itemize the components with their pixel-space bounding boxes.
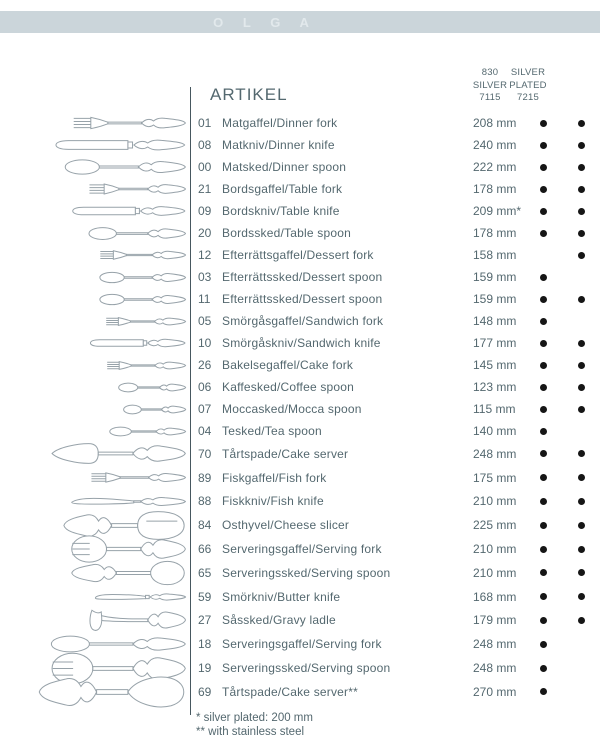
brand-bar xyxy=(0,11,600,33)
fork-icon xyxy=(72,115,186,131)
knife-icon xyxy=(89,337,186,349)
item-name: Kaffesked/Coffee spoon xyxy=(222,380,355,394)
serverL-icon xyxy=(37,670,186,714)
brand-title: O L G A xyxy=(213,14,317,30)
fork-icon xyxy=(99,249,186,261)
dot-silver-plated xyxy=(562,617,600,624)
item-size: 175 mm xyxy=(473,470,517,485)
item-size: 148 mm xyxy=(473,314,517,328)
item-size: 248 mm xyxy=(473,661,517,676)
dot-830-silver xyxy=(524,164,562,171)
fork-icon xyxy=(106,360,186,371)
availability-dot xyxy=(540,384,547,391)
availability-dot xyxy=(540,522,547,529)
table-row xyxy=(0,585,600,609)
item-code: 19 xyxy=(198,661,212,676)
dot-830-silver xyxy=(524,340,562,347)
cutlery-illustration xyxy=(0,182,190,196)
page-title: ARTIKEL xyxy=(210,85,288,104)
availability-dot xyxy=(540,340,547,347)
item-size: 225 mm xyxy=(473,518,517,533)
item-size: 209 mm* xyxy=(473,204,522,218)
table-row xyxy=(0,442,600,466)
item-size: 178 mm xyxy=(473,182,517,196)
item-code: 06 xyxy=(198,380,212,394)
dot-830-silver xyxy=(524,522,562,529)
availability-dot xyxy=(540,406,547,413)
item-size: 240 mm xyxy=(473,138,517,152)
cutlery-illustration xyxy=(0,158,190,176)
item-name: Fiskkniv/Fish knife xyxy=(222,494,324,509)
item-name: Serveringssked/Serving spoon xyxy=(222,565,391,580)
dot-830-silver xyxy=(524,406,562,413)
availability-dot xyxy=(540,569,547,576)
item-name: Smörgåskniv/Sandwich knife xyxy=(222,336,381,350)
col-header-line: 7115 xyxy=(479,92,501,103)
cutlery-illustration xyxy=(0,115,190,131)
item-size: 210 mm xyxy=(473,494,517,509)
item-name: Matgaffel/Dinner fork xyxy=(222,116,338,130)
dot-silver-plated xyxy=(562,120,600,127)
item-code: 88 xyxy=(198,494,212,509)
item-name: Serveringsgaffel/Serving fork xyxy=(222,542,382,557)
dot-830-silver xyxy=(524,593,562,600)
availability-dot xyxy=(540,593,547,600)
dot-830-silver xyxy=(524,665,562,672)
cutlery-illustration xyxy=(0,670,190,714)
item-code: 04 xyxy=(198,424,212,438)
availability-dot xyxy=(578,569,585,576)
availability-dot xyxy=(578,593,585,600)
spoon-icon xyxy=(99,293,186,306)
dot-silver-plated xyxy=(562,142,600,149)
item-size: 145 mm xyxy=(473,358,517,372)
availability-dot xyxy=(578,252,585,259)
item-name: Tårtspade/Cake server** xyxy=(222,684,358,699)
footnotes xyxy=(196,711,313,739)
availability-dot xyxy=(540,641,547,648)
dot-830-silver xyxy=(524,142,562,149)
dot-silver-plated xyxy=(562,252,600,259)
table-row xyxy=(0,178,600,200)
availability-dot xyxy=(578,208,585,215)
knife-icon xyxy=(71,204,186,218)
availability-dot xyxy=(578,474,585,481)
dot-silver-plated xyxy=(562,593,600,600)
cutlery-illustration xyxy=(0,204,190,218)
dot-silver-plated xyxy=(562,208,600,215)
table-row xyxy=(0,112,600,134)
item-code: 70 xyxy=(198,446,212,461)
fork-icon xyxy=(90,471,186,484)
table-row xyxy=(0,156,600,178)
table-row xyxy=(0,398,600,420)
dot-silver-plated xyxy=(562,450,600,457)
fork-icon xyxy=(105,316,186,327)
dot-830-silver xyxy=(524,230,562,237)
item-code: 08 xyxy=(198,138,212,152)
item-name: Smörkniv/Butter knife xyxy=(222,589,341,604)
item-code: 65 xyxy=(198,565,212,580)
cutlery-illustration xyxy=(0,360,190,371)
col-header-line: SILVER xyxy=(510,67,546,78)
availability-dot xyxy=(540,164,547,171)
dot-830-silver xyxy=(524,318,562,325)
item-name: Efterrättssked/Dessert spoon xyxy=(222,292,383,306)
item-code: 26 xyxy=(198,358,212,372)
item-size: 210 mm xyxy=(473,565,517,580)
item-code: 00 xyxy=(198,160,212,174)
item-name: Såssked/Gravy ladle xyxy=(222,613,336,628)
table-row xyxy=(0,609,600,633)
cutlery-illustration xyxy=(0,316,190,327)
item-size: 168 mm xyxy=(473,589,517,604)
fork-icon xyxy=(88,182,186,196)
availability-dot xyxy=(540,474,547,481)
col-header-line: PLATED xyxy=(509,79,547,91)
availability-dot xyxy=(540,362,547,369)
item-size: 179 mm xyxy=(473,613,517,628)
dot-silver-plated xyxy=(562,186,600,193)
availability-dot xyxy=(540,665,547,672)
dot-silver-plated xyxy=(562,164,600,171)
article-table xyxy=(0,112,600,704)
item-size: 270 mm xyxy=(473,684,517,699)
availability-dot xyxy=(540,230,547,237)
dot-silver-plated xyxy=(562,296,600,303)
cutlery-illustration xyxy=(0,404,190,415)
dot-830-silver xyxy=(524,296,562,303)
cutlery-illustration xyxy=(0,607,190,633)
table-row xyxy=(0,332,600,354)
item-code: 89 xyxy=(198,470,212,485)
spoon-icon xyxy=(88,226,186,241)
dot-silver-plated xyxy=(562,384,600,391)
dot-silver-plated xyxy=(562,474,600,481)
availability-dot xyxy=(578,362,585,369)
availability-dot xyxy=(540,120,547,127)
cutlery-illustration xyxy=(0,495,190,508)
dot-silver-plated xyxy=(562,546,600,553)
dot-830-silver xyxy=(524,569,562,576)
item-name: Serveringsgaffel/Serving fork xyxy=(222,637,382,652)
dot-silver-plated xyxy=(562,569,600,576)
item-code: 20 xyxy=(198,226,212,240)
availability-dot xyxy=(578,450,585,457)
item-name: Bakelsegaffel/Cake fork xyxy=(222,358,354,372)
item-name: Matkniv/Dinner knife xyxy=(222,138,335,152)
availability-dot xyxy=(540,186,547,193)
item-name: Matsked/Dinner spoon xyxy=(222,160,347,174)
item-name: Osthyvel/Cheese slicer xyxy=(222,518,350,533)
cutlery-illustration xyxy=(0,426,190,437)
footnote-silver-plated: * silver plated: 200 mm xyxy=(196,712,313,724)
availability-dot xyxy=(578,546,585,553)
spoon-icon xyxy=(118,382,186,393)
item-code: 27 xyxy=(198,613,212,628)
item-size: 210 mm xyxy=(473,542,517,557)
item-name: Bordsgaffel/Table fork xyxy=(222,182,343,196)
item-name: Efterrättsgaffel/Dessert fork xyxy=(222,248,374,262)
table-row xyxy=(0,134,600,156)
spoon-icon xyxy=(64,158,186,176)
dot-830-silver xyxy=(524,384,562,391)
availability-dot xyxy=(540,318,547,325)
table-row xyxy=(0,222,600,244)
item-size: 140 mm xyxy=(473,424,517,438)
col-header-line: 830 xyxy=(481,67,499,78)
availability-dot xyxy=(578,406,585,413)
dot-830-silver xyxy=(524,641,562,648)
availability-dot xyxy=(578,120,585,127)
availability-dot xyxy=(578,164,585,171)
item-size: 159 mm xyxy=(473,270,517,284)
spoonL-icon xyxy=(70,559,186,587)
item-name: Bordssked/Table spoon xyxy=(222,226,351,240)
cutlery-illustration xyxy=(0,293,190,306)
availability-dot xyxy=(578,340,585,347)
item-code: 59 xyxy=(198,589,212,604)
availability-dot xyxy=(578,522,585,529)
item-code: 18 xyxy=(198,637,212,652)
cutlery-illustration xyxy=(0,337,190,349)
dot-830-silver xyxy=(524,474,562,481)
item-code: 84 xyxy=(198,518,212,533)
table-row xyxy=(0,376,600,398)
availability-dot xyxy=(578,142,585,149)
item-name: Bordskniv/Table knife xyxy=(222,204,340,218)
table-row xyxy=(0,200,600,222)
cutlery-illustration xyxy=(0,471,190,484)
dot-830-silver xyxy=(524,208,562,215)
item-code: 21 xyxy=(198,182,212,196)
col-silver-plated-header xyxy=(509,67,547,105)
item-code: 03 xyxy=(198,270,212,284)
availability-dot xyxy=(540,142,547,149)
item-size: 123 mm xyxy=(473,380,517,394)
table-row xyxy=(0,680,600,704)
dot-silver-plated xyxy=(562,340,600,347)
cutlery-illustration xyxy=(0,559,190,587)
dot-silver-plated xyxy=(562,230,600,237)
availability-headers xyxy=(471,67,547,105)
dot-silver-plated xyxy=(562,362,600,369)
availability-dot xyxy=(578,186,585,193)
availability-dot xyxy=(540,498,547,505)
availability-dot xyxy=(540,546,547,553)
availability-dot xyxy=(540,208,547,215)
availability-dot xyxy=(540,296,547,303)
item-name: Tesked/Tea spoon xyxy=(222,424,322,438)
cutlery-illustration xyxy=(0,441,190,466)
col-header-line: SILVER xyxy=(472,79,508,91)
table-row xyxy=(0,354,600,376)
cutlery-illustration xyxy=(0,226,190,241)
availability-dot xyxy=(578,384,585,391)
col-830-silver-header xyxy=(471,67,509,105)
item-size: 158 mm xyxy=(473,248,517,262)
dot-830-silver xyxy=(524,428,562,435)
item-name: Efterrättssked/Dessert spoon xyxy=(222,270,383,284)
availability-dot xyxy=(578,617,585,624)
item-size: 248 mm xyxy=(473,637,517,652)
cutlery-illustration xyxy=(0,249,190,261)
item-name: Smörgåsgaffel/Sandwich fork xyxy=(222,314,384,328)
table-row xyxy=(0,288,600,310)
availability-dot xyxy=(578,230,585,237)
item-name: Moccasked/Mocca spoon xyxy=(222,402,362,416)
fishknife-icon xyxy=(70,495,186,508)
item-code: 01 xyxy=(198,116,212,130)
item-code: 10 xyxy=(198,336,212,350)
dot-830-silver xyxy=(524,498,562,505)
spoon-icon xyxy=(99,271,186,284)
server-icon xyxy=(50,441,186,466)
butterknife-icon xyxy=(94,592,186,602)
cutlery-illustration xyxy=(0,271,190,284)
item-code: 69 xyxy=(198,684,212,699)
table-row xyxy=(0,537,600,561)
item-code: 07 xyxy=(198,402,212,416)
dot-silver-plated xyxy=(562,522,600,529)
availability-dot xyxy=(540,428,547,435)
item-size: 115 mm xyxy=(473,402,516,416)
availability-dot xyxy=(540,450,547,457)
item-code: 12 xyxy=(198,248,212,262)
availability-dot xyxy=(540,274,547,281)
knife-icon xyxy=(54,137,186,153)
dot-830-silver xyxy=(524,546,562,553)
table-row xyxy=(0,466,600,490)
table-row xyxy=(0,561,600,585)
item-name: Tårtspade/Cake server xyxy=(222,446,349,461)
item-code: 09 xyxy=(198,204,212,218)
item-size: 159 mm xyxy=(473,292,517,306)
dot-830-silver xyxy=(524,274,562,281)
dot-830-silver xyxy=(524,688,562,695)
item-size: 222 mm xyxy=(473,160,517,174)
item-name: Serveringssked/Serving spoon xyxy=(222,661,391,676)
dot-830-silver xyxy=(524,450,562,457)
availability-dot xyxy=(578,296,585,303)
item-size: 208 mm xyxy=(473,116,517,130)
dot-830-silver xyxy=(524,120,562,127)
footnote-stainless: ** with stainless steel xyxy=(196,726,305,738)
item-code: 05 xyxy=(198,314,212,328)
item-code: 66 xyxy=(198,542,212,557)
dot-830-silver xyxy=(524,617,562,624)
cutlery-illustration xyxy=(0,592,190,602)
col-header-line: 7215 xyxy=(517,92,539,103)
table-row xyxy=(0,244,600,266)
item-size: 248 mm xyxy=(473,446,517,461)
availability-dot xyxy=(540,617,547,624)
availability-dot xyxy=(578,498,585,505)
cutlery-illustration xyxy=(0,137,190,153)
dot-830-silver xyxy=(524,186,562,193)
item-size: 178 mm xyxy=(473,226,517,240)
dot-silver-plated xyxy=(562,498,600,505)
spoon-icon xyxy=(123,404,186,415)
cutlery-illustration xyxy=(0,382,190,393)
item-code: 11 xyxy=(198,292,211,306)
table-row xyxy=(0,420,600,442)
dot-silver-plated xyxy=(562,406,600,413)
dot-830-silver xyxy=(524,362,562,369)
table-row xyxy=(0,310,600,332)
availability-dot xyxy=(540,688,547,695)
spoon-icon xyxy=(109,426,186,437)
table-row xyxy=(0,266,600,288)
item-name: Fiskgaffel/Fish fork xyxy=(222,470,327,485)
item-size: 177 mm xyxy=(473,336,517,350)
ladle-icon xyxy=(88,607,186,633)
